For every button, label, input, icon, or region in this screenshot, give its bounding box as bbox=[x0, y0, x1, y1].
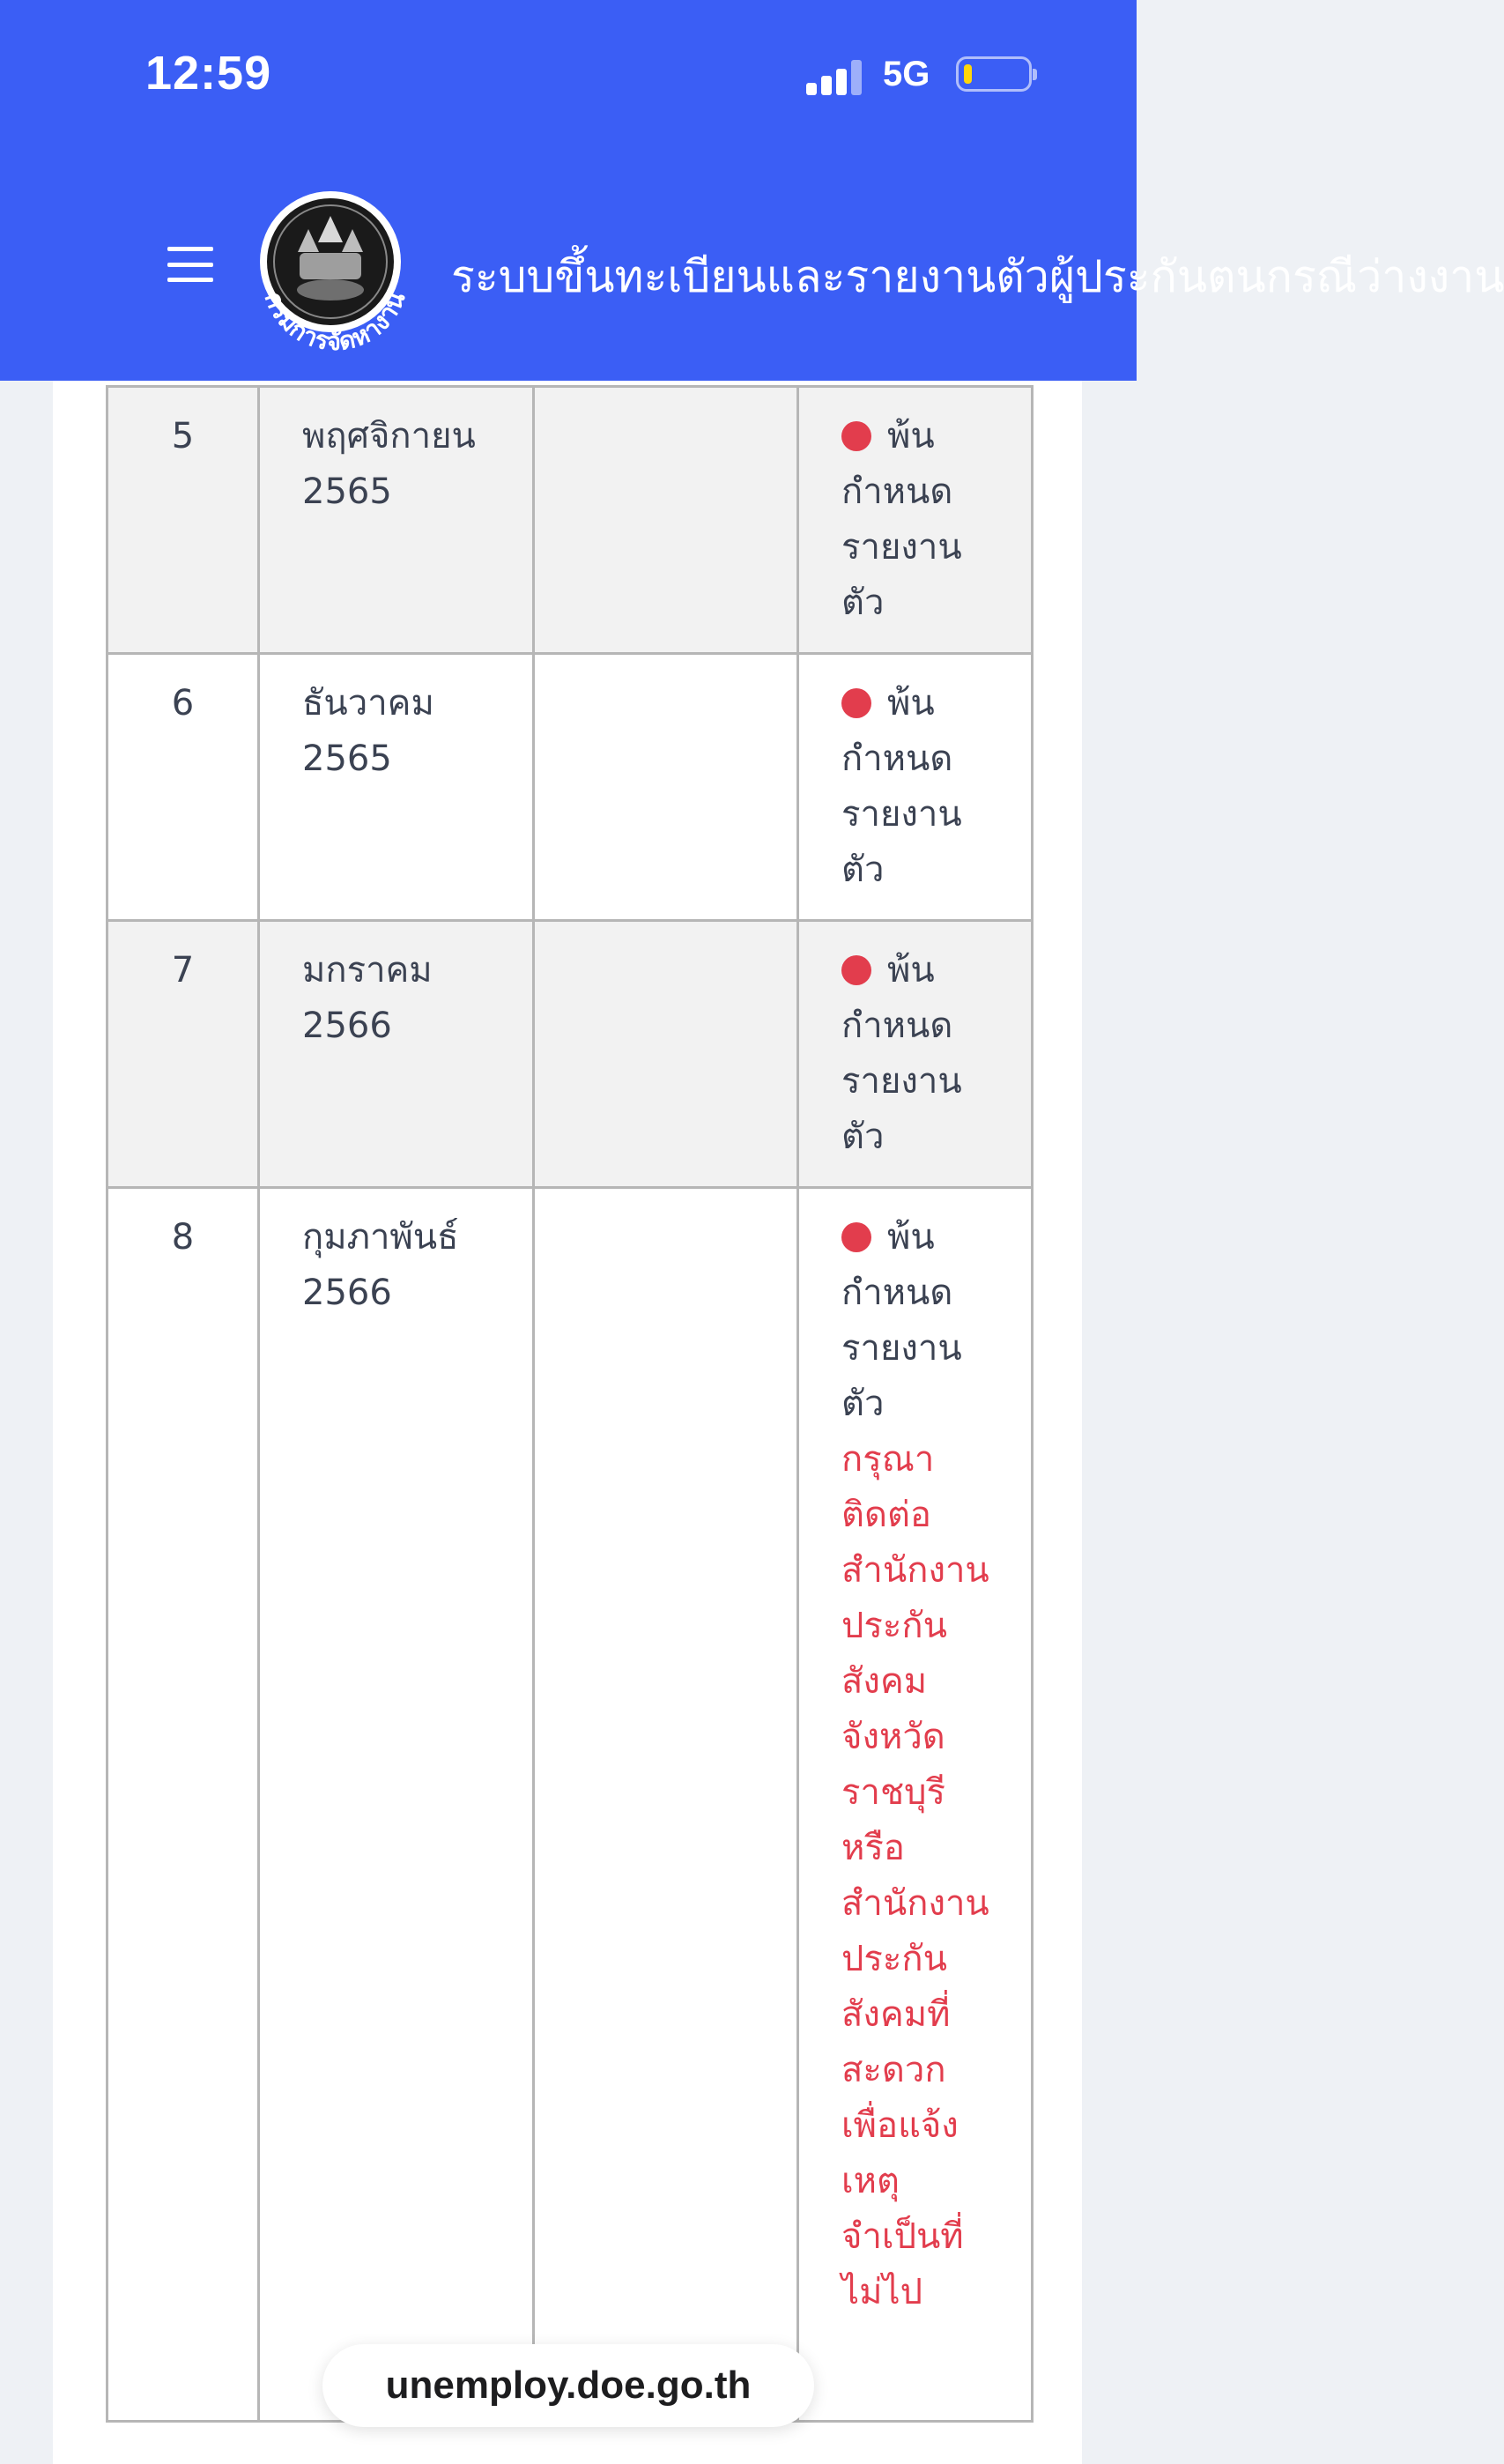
row-month: ธันวาคม 2565 bbox=[259, 654, 534, 921]
status-text: พ้นกำหนดรายงานตัว bbox=[841, 950, 962, 1157]
status-text: พ้นกำหนดรายงานตัว bbox=[841, 416, 962, 623]
status-text: พ้นกำหนดรายงานตัว bbox=[841, 1217, 962, 1424]
page-title: ระบบขึ้นทะเบียนและรายงานตัวผู้ประกันตนกรณีว่างงาน bbox=[451, 251, 1504, 302]
row-number: 6 bbox=[107, 654, 259, 921]
status-text: พ้นกำหนดรายงานตัว bbox=[841, 683, 962, 890]
row-number: 8 bbox=[107, 1188, 259, 2422]
row-report-date bbox=[534, 1188, 798, 2422]
row-month: มกราคม 2566 bbox=[259, 921, 534, 1188]
row-report-date bbox=[534, 921, 798, 1188]
status-dot-icon bbox=[841, 688, 871, 718]
cellular-signal-icon bbox=[806, 56, 866, 95]
row-month: พฤศจิกายน 2565 bbox=[259, 387, 534, 654]
table-row bbox=[107, 387, 1033, 654]
row-status bbox=[798, 921, 1033, 1188]
status-dot-icon bbox=[841, 955, 871, 985]
table-row bbox=[107, 1188, 1033, 2422]
row-report-date bbox=[534, 654, 798, 921]
table-row bbox=[107, 921, 1033, 1188]
row-status bbox=[798, 387, 1033, 654]
status-dot-icon bbox=[841, 421, 871, 451]
report-table bbox=[106, 385, 1034, 2423]
browser-url-bar[interactable]: unemploy.doe.go.th bbox=[322, 2344, 814, 2427]
row-status bbox=[798, 1188, 1033, 2422]
battery-icon bbox=[956, 56, 1032, 92]
row-number: 7 bbox=[107, 921, 259, 1188]
status-time: 12:59 bbox=[145, 47, 272, 100]
logo-text: กรมการจัดหางาน bbox=[258, 287, 411, 357]
status-dot-icon bbox=[841, 1222, 871, 1252]
row-status bbox=[798, 654, 1033, 921]
row-month: กุมภาพันธ์ 2566 bbox=[259, 1188, 534, 2422]
status-note: กรุณาติดต่อสำนักงานประกันสังคมจังหวัดราชบุรี หรือสำนักงานประกันสังคมที่สะดวก เพื่อแจ้งเหตุจำเป็นที่ไม่ไป bbox=[841, 1439, 989, 2312]
department-logo[interactable] bbox=[247, 181, 423, 369]
battery-level bbox=[964, 64, 972, 84]
row-number: 5 bbox=[107, 387, 259, 654]
table-row bbox=[107, 654, 1033, 921]
app-header bbox=[0, 0, 1504, 381]
row-report-date bbox=[534, 387, 798, 654]
network-type: 5G bbox=[883, 55, 930, 93]
hamburger-menu-icon[interactable] bbox=[167, 247, 213, 282]
